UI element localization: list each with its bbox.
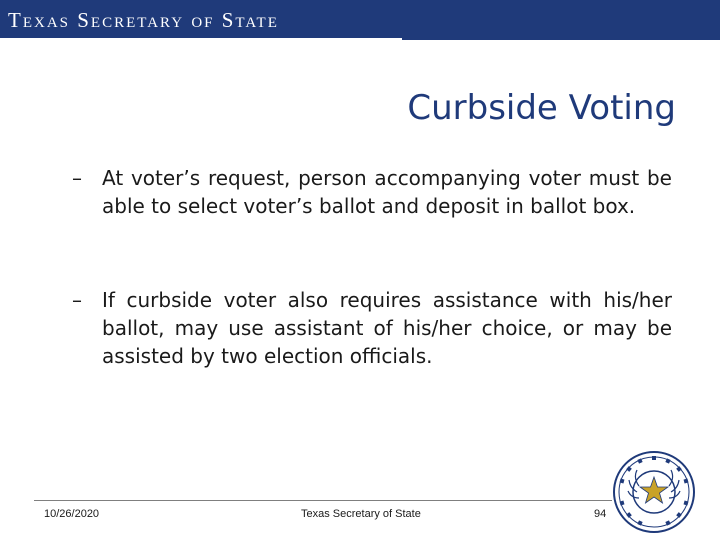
bullet-item — [72, 286, 672, 370]
slide-title: Curbside Voting — [407, 88, 676, 128]
bullet-dash: – — [72, 288, 82, 312]
bullet-text: If curbside voter also requires assistance with his/her ballot, may use assistant of his/her choice, or may be assisted by two election officials. — [102, 288, 672, 368]
header-rule — [0, 38, 402, 40]
bullet-dash: – — [72, 166, 82, 190]
header-band — [0, 0, 720, 40]
footer-date: 10/26/2020 — [44, 508, 100, 520]
bullet-text: At voter’s request, person accompanying voter must be able to select voter’s ballot and deposit in ballot box. — [102, 166, 672, 218]
agency-name: Texas Secretary of State — [8, 8, 279, 32]
footer-agency: Texas Secretary of State — [301, 508, 421, 520]
footer-rule — [34, 500, 612, 501]
texas-state-seal-icon — [612, 450, 696, 534]
page-number: 94 — [594, 508, 607, 520]
bullet-item — [72, 164, 672, 220]
